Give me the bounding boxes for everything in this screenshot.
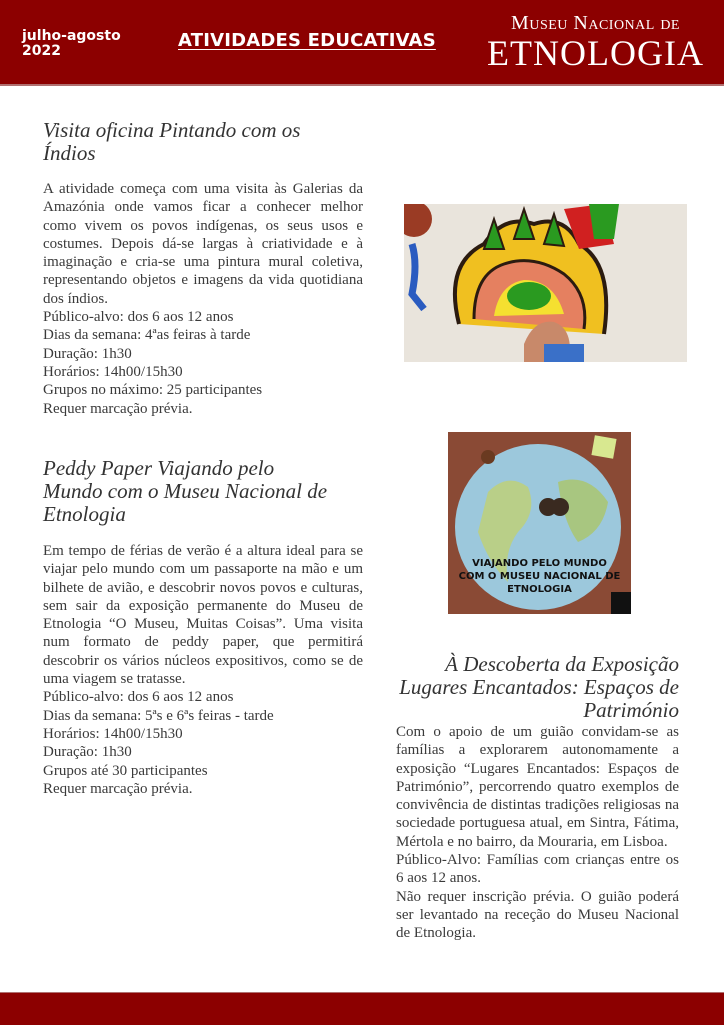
detail-line: Público-alvo: dos 6 aos 12 anos xyxy=(43,689,234,706)
peddy-paper-poster xyxy=(448,432,631,614)
activity-body-pintando xyxy=(43,180,363,418)
title-line: Peddy Paper Viajando pelo xyxy=(43,456,275,480)
activity-description: A atividade começa com uma visita às Galerias da Amazónia onde vamos ficar a conhecer melhor como vivem os povos indígenas, os seus usos e costumes. Depois dá-se largas à criatividade e à imaginação e cria-se uma pintura mural coletiva, representando objetos e imagens da vida quotidiana dos índios. xyxy=(43,181,363,307)
detail-line: Dias da semana: 4ªas feiras à tarde xyxy=(43,327,251,344)
title-line: À Descoberta da Exposição xyxy=(445,652,679,676)
detail-line: Dias da semana: 5ªs e 6ªs feiras - tarde xyxy=(43,707,274,724)
title-line: Etnologia xyxy=(43,502,126,526)
activity-title-lugares-encantados xyxy=(385,653,679,722)
logo-line-2: ETNOLOGIA xyxy=(487,33,704,73)
title-line: Mundo com o Museu Nacional de xyxy=(43,479,328,503)
title-line: Índios xyxy=(43,141,96,165)
poster-caption xyxy=(448,557,631,596)
detail-line: Duração: 1h30 xyxy=(43,744,132,761)
detail-line: Horários: 14h00/15h30 xyxy=(43,363,183,380)
detail-line: Requer marcação prévia. xyxy=(43,780,193,797)
logo-line-1: Museu Nacional de xyxy=(511,12,680,34)
painting-photo xyxy=(404,204,687,362)
poster-text-line: ETNOLOGIA xyxy=(507,584,572,595)
painting-illustration xyxy=(404,204,687,362)
issue-date xyxy=(22,29,121,59)
issue-year: 2022 xyxy=(22,43,61,59)
detail-line: Horários: 14h00/15h30 xyxy=(43,725,183,742)
title-line: Património xyxy=(583,698,679,722)
activity-description: Com o apoio de um guião convidam-se as famílias a explorarem autonomamente a exposição “Lugares Encantados: Espaços de Património”, percorrendo quatro exemplos de convivência de distintas tradições religiosas na sociedade portuguesa atual, em Sintra, Fátima, Mértola e no bairro, da Mouraria, em Lisboa. xyxy=(396,724,679,850)
detail-line: Duração: 1h30 xyxy=(43,345,132,362)
title-line: Visita oficina Pintando com os xyxy=(43,118,301,142)
page-title: ATIVIDADES EDUCATIVAS xyxy=(178,30,436,51)
title-line: Lugares Encantados: Espaços de xyxy=(399,675,679,699)
header-banner xyxy=(0,0,724,86)
detail-line: Público-Alvo: Famílias com crianças entre os 6 aos 12 anos. xyxy=(396,852,679,887)
detail-line: Não requer inscrição prévia. O guião poderá ser levantado na receção do Museu Nacional de Etnologia. xyxy=(396,888,679,942)
detail-line: Público-alvo: dos 6 aos 12 anos xyxy=(43,309,234,326)
detail-line: Grupos até 30 participantes xyxy=(43,762,208,779)
detail-line: Grupos no máximo: 25 participantes xyxy=(43,382,263,399)
activity-description: Em tempo de férias de verão é a altura ideal para se viajar pelo mundo com um passaporte na mão e um bilhete de avião, e descobrir novos povos e culturas, sem sair da exposição permanente do Museu de Etnologia “O Museu, Muitas Coisas”. Uma visita num formato de peddy paper, que permitirá descobrir os vários núcleos expositivos, como se de uma viagem se tratasse. xyxy=(43,543,363,688)
activity-title-peddy-paper xyxy=(43,457,363,526)
activity-title-pintando xyxy=(43,119,363,165)
detail-line: Requer marcação prévia. xyxy=(43,400,193,417)
activity-body-peddy-paper xyxy=(43,542,363,798)
museum-logo xyxy=(487,12,704,72)
footer-banner xyxy=(0,992,724,1025)
issue-months: julho-agosto xyxy=(22,28,121,44)
poster-text-line: VIAJANDO PELO MUNDO xyxy=(472,558,607,569)
activity-body-lugares-encantados xyxy=(396,723,679,943)
poster-text-line: COM O MUSEU NACIONAL DE xyxy=(458,571,621,582)
